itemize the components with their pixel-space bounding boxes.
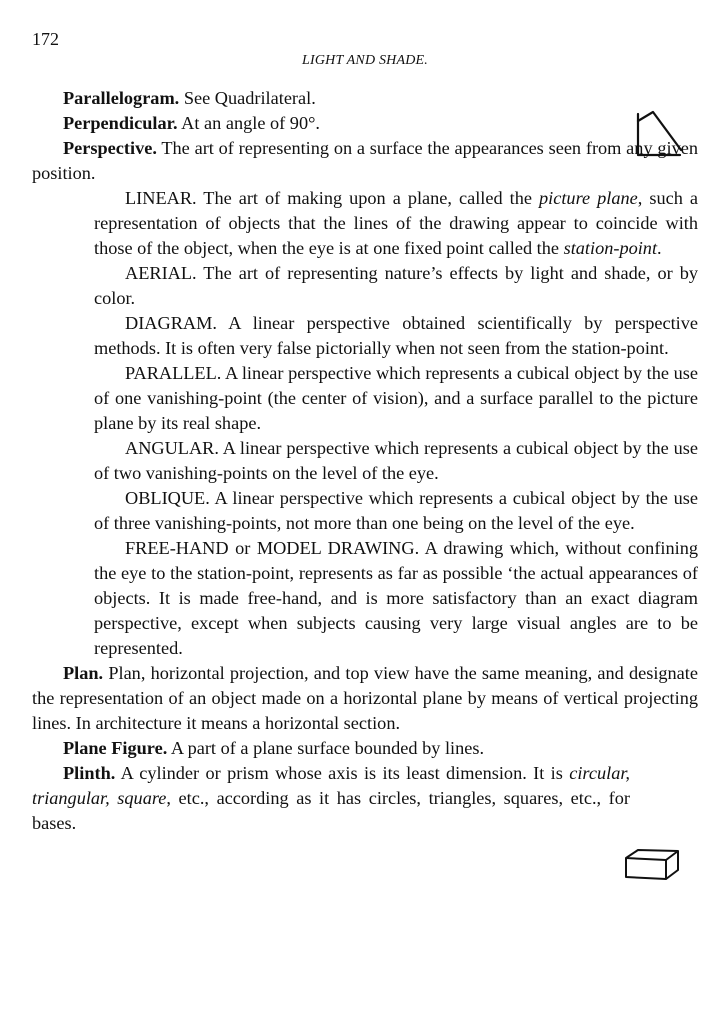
running-head-text: LIGHT AND SHADE. [302,53,428,68]
definition-plinth-2: , etc., according as it has circles, triangles, squares, etc., for bases. [32,788,630,833]
term-plan: Plan. [63,663,104,683]
term-perspective: Perspective. [63,138,157,158]
term-parallelogram: Parallelogram. [63,88,180,108]
page-text [32,86,698,836]
running-head [0,53,728,69]
term-plinth: Plinth. [63,763,116,783]
linear-mid: , such a representation of objects that the lines of the drawing appear to coincide with those of the object, when the eye is at one fixed point called the [94,188,698,258]
entry-perpendicular [32,111,698,136]
definition-plane-figure: A part of a plane surface bounded by lines. [167,738,485,758]
entry-diagram: DIAGRAM. A linear perspective obtained scientifically by perspective methods. It is often very false pictorially when not seen from the station-point. [94,313,698,358]
term-plane-figure: Plane Figure. [63,738,168,758]
entry-perspective [32,136,698,186]
linear-end: . [657,238,662,258]
term-perpendicular: Perpendicular. [63,113,178,133]
definition-plinth-1: A cylinder or prism whose axis is its least dimension. It is [115,763,570,783]
entry-plane-figure [32,736,698,761]
linear-picture-plane: picture plane [539,188,638,208]
entry-parallel: PARALLEL. A linear perspective which represents a cubical object by the use of one vanishing-point (the center of vision), and a surface parallel to the picture plane by its real shape. [94,363,698,433]
page-number: 172 [32,29,59,49]
entry-aerial: AERIAL. The art of representing nature’s effects by light and shade, or by color. [94,263,698,308]
entry-oblique: OBLIQUE. A linear perspective which represents a cubical object by the use of three vanishing-points, not more than one being on the level of the eye. [94,488,698,533]
entry-plinth [32,761,630,836]
linear-station-point: station-point [563,238,658,258]
entry-parallelogram [32,86,698,111]
entry-linear [94,186,698,261]
entry-angular: ANGULAR. A linear perspective which represents a cubical object by the use of two vanishing-points on the level of the eye. [94,438,698,483]
plinth-figure [622,846,682,889]
entry-freehand: FREE-HAND or MODEL DRAWING. A drawing which, without confining the eye to the station-point, represents as far as possible ‘the actual appearances of objects. It is made free-hand, and is more satisfactory than an exact diagram perspective, except when subjects causing very large visual angles are to be represented. [94,538,698,658]
definition-parallelogram: See Quadrilateral. [179,88,316,108]
definition-plinth-italic: circular, triangular, square [32,763,630,808]
definition-plan: Plan, horizontal projection, and top view have the same meaning, and designate the representation of an object made on a horizontal plane by means of vertical projecting lines. In architecture it means a horizontal section. [32,663,698,733]
definition-perpendicular: At an angle of 90°. [177,113,320,133]
entry-plan [32,661,698,736]
linear-lead: LINEAR. The art of making upon a plane, called the [125,188,540,208]
definition-perspective: The art of representing on a surface the appearances seen from any given position. [32,138,698,183]
